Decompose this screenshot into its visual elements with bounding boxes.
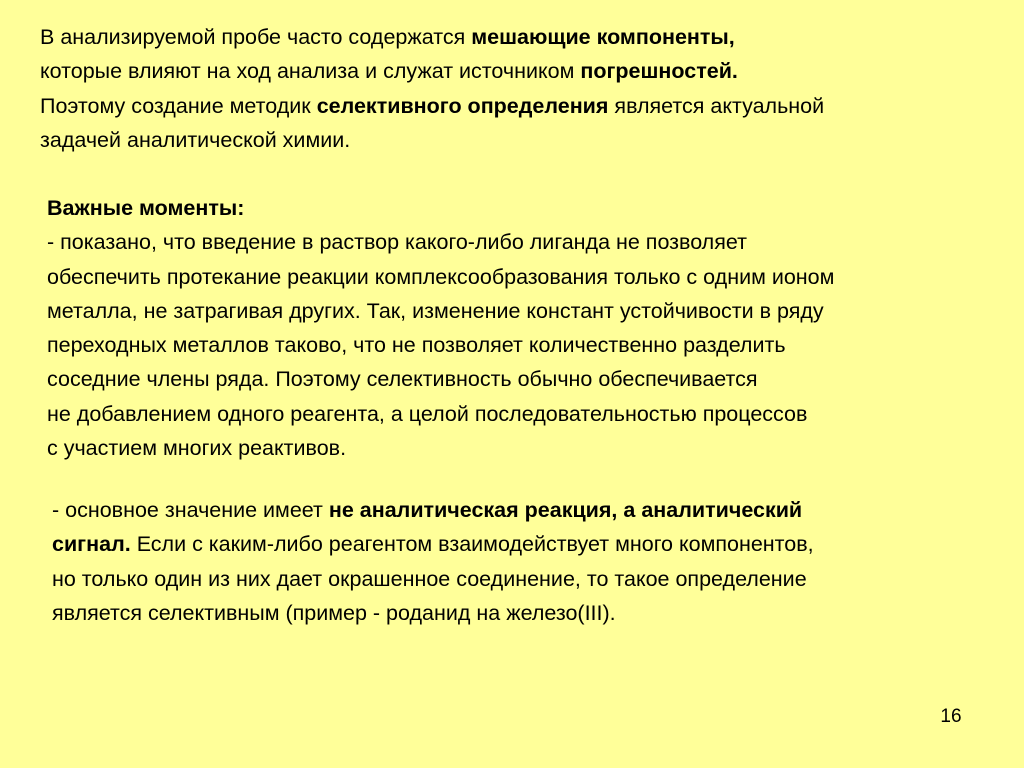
- text-run: соседние члены ряда. Поэтому селективность обычно обеспечивается: [47, 367, 758, 392]
- intro-line: [40, 89, 824, 123]
- moments-line: [47, 294, 834, 328]
- emphasized-text: мешающие компоненты,: [471, 25, 735, 49]
- signal-line: [52, 562, 814, 596]
- moments-line: [47, 431, 834, 465]
- moments-line: [47, 225, 834, 259]
- emphasized-text: погрешностей.: [580, 59, 738, 84]
- moments-line: [47, 397, 834, 431]
- moments-line: [47, 260, 834, 294]
- emphasized-text: сигнал.: [52, 532, 131, 557]
- emphasized-text: Важные моменты:: [47, 196, 245, 220]
- text-run: не добавлением одного реагента, а целой последовательностью процессов: [47, 401, 808, 426]
- slide-number: 16: [940, 706, 962, 727]
- text-run: но только один из них дает окрашенное соединение, то такое определение: [52, 566, 807, 591]
- text-run: - основное значение имеет: [52, 498, 329, 522]
- moments-line: [47, 191, 834, 225]
- analytical-signal-paragraph: [52, 493, 814, 630]
- text-run: Если с каким-либо реагентом взаимодействует много компонентов,: [130, 532, 814, 557]
- important-points-paragraph: [47, 191, 834, 465]
- text-run: металла, не затрагивая других. Так, изменение констант устойчивости в ряду: [47, 298, 824, 323]
- emphasized-text: селективного определения: [316, 93, 609, 118]
- signal-line: [52, 596, 814, 630]
- emphasized-text: не аналитическая реакция, а аналитический: [328, 498, 803, 522]
- intro-line: [40, 123, 824, 157]
- text-run: которые влияют на ход анализа и служат источником: [40, 59, 581, 84]
- intro-line: [40, 20, 824, 54]
- text-run: с участием многих реактивов.: [47, 436, 347, 461]
- signal-line: [52, 527, 814, 561]
- text-run: переходных металлов таково, что не позволяет количественно разделить: [47, 333, 786, 358]
- text-run: задачей аналитической химии.: [40, 127, 351, 152]
- text-run: является актуальной: [608, 93, 825, 118]
- intro-line: [40, 54, 824, 88]
- text-run: Поэтому создание методик: [40, 93, 317, 118]
- text-run: обеспечить протекание реакции комплексообразования только с одним ионом: [47, 264, 835, 289]
- text-run: - показано, что введение в раствор какого-либо лиганда не позволяет: [47, 230, 747, 255]
- signal-line: [52, 493, 814, 527]
- moments-line: [47, 362, 834, 396]
- text-run: В анализируемой пробе часто содержатся: [40, 25, 472, 49]
- intro-paragraph: [40, 20, 824, 157]
- text-run: является селективным (пример - роданид на железо(III).: [52, 600, 616, 625]
- moments-line: [47, 328, 834, 362]
